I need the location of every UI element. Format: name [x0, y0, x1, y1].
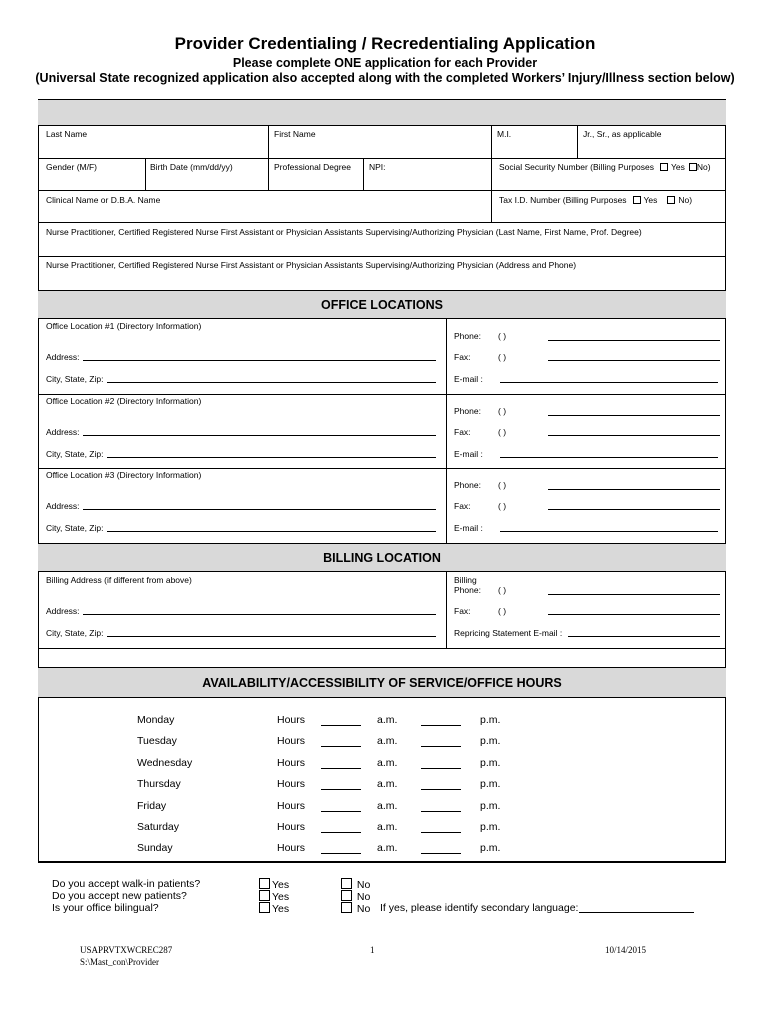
tax-yes-label: Yes — [643, 195, 658, 205]
saturday-close-input[interactable] — [421, 832, 461, 833]
col-divider — [446, 572, 447, 648]
billing-phone-label-2: Phone: — [454, 585, 481, 595]
form-frame — [38, 99, 726, 862]
page-title: Provider Credentialing / Recredentialing Application — [174, 34, 596, 53]
bilingual-no[interactable] — [341, 902, 370, 915]
walk-in-no-checkbox[interactable] — [341, 878, 352, 889]
office-1-fax-input[interactable] — [548, 360, 720, 361]
office-2-city-input[interactable] — [107, 457, 436, 458]
billing-phone-input[interactable] — [548, 594, 720, 595]
monday-close-input[interactable] — [421, 725, 461, 726]
repricing-email-input[interactable] — [568, 636, 720, 637]
supervising-physician-name-field[interactable]: Nurse Practitioner, Certified Registered Nurse First Assistant or Physician Assistants Supervising/Authorizing Physician (Last Name, First Name, Prof. Degree) — [46, 227, 642, 237]
walk-in-question: Do you accept walk-in patients? — [52, 878, 201, 890]
office-location-3-label: Office Location #3 (Directory Information) — [46, 470, 202, 480]
billing-fax-label: Fax: — [454, 606, 471, 616]
col-divider — [446, 319, 447, 543]
col-divider — [577, 126, 578, 158]
office-3-phone-input[interactable] — [548, 489, 720, 490]
last-name-field[interactable]: Last Name — [46, 129, 88, 139]
form-date: 10/14/2015 — [605, 945, 647, 955]
page-instructions: (Universal State recognized application also accepted along with the completed Workers’ Injury/Illness section below) — [35, 71, 735, 85]
am-label: a.m. — [377, 778, 398, 791]
am-label: a.m. — [377, 714, 398, 726]
walk-in-yes-checkbox[interactable] — [259, 878, 270, 889]
col-divider — [363, 158, 364, 190]
office-3-fax-input[interactable] — [548, 509, 720, 510]
pm-label: p.m. — [480, 714, 501, 726]
am-label: a.m. — [377, 842, 398, 855]
new-patients-question: Do you accept new patients? — [52, 890, 187, 902]
new-patients-no-checkbox[interactable] — [341, 890, 352, 901]
ssn-no-label: No) — [696, 162, 711, 172]
row-divider — [38, 222, 726, 223]
tax-no-label: No) — [678, 195, 693, 205]
form-code: USAPRVTXWCREC287 — [80, 945, 173, 955]
am-label: a.m. — [377, 799, 398, 812]
office-3-phone-area[interactable]: ( ) — [498, 480, 507, 490]
office-2-address-label: Address: — [46, 427, 80, 437]
office-3-address-input[interactable] — [83, 509, 436, 510]
hours-label: Hours — [277, 735, 306, 748]
wednesday-close-input[interactable] — [421, 768, 461, 769]
office-1-address-input[interactable] — [83, 360, 436, 361]
office-1-fax-label: Fax: — [454, 352, 471, 362]
col-divider — [491, 126, 492, 158]
tuesday-open-input[interactable] — [321, 746, 361, 747]
day-label-tuesday: Tuesday — [137, 735, 177, 748]
sunday-open-input[interactable] — [321, 853, 361, 854]
am-label: a.m. — [377, 735, 398, 748]
pm-label: p.m. — [480, 821, 501, 833]
pm-label: p.m. — [480, 735, 501, 748]
office-location-2-label: Office Location #2 (Directory Information) — [46, 396, 202, 406]
hours-label: Hours — [277, 714, 306, 726]
billing-address-label: Billing Address (if different from above) — [46, 575, 192, 585]
col-divider — [491, 190, 492, 222]
ssn-field[interactable] — [499, 162, 711, 172]
office-3-email-label: E-mail : — [454, 523, 483, 533]
office-3-address-label: Address: — [46, 501, 80, 511]
office-1-phone-input[interactable] — [548, 340, 720, 341]
bilingual-question: Is your office bilingual? — [52, 902, 159, 914]
row-divider — [38, 190, 726, 191]
billing-phone-label: Billing — [454, 575, 477, 585]
tuesday-close-input[interactable] — [421, 746, 461, 747]
yes-label: Yes — [272, 879, 290, 891]
wednesday-open-input[interactable] — [321, 768, 361, 769]
tax-yes-checkbox[interactable] — [633, 196, 641, 204]
bilingual-yes-checkbox[interactable] — [259, 902, 270, 913]
yes-label: Yes — [272, 903, 290, 915]
billing-location-header: BILLING LOCATION — [38, 543, 726, 572]
day-label-wednesday: Wednesday — [137, 756, 193, 769]
availability-header: AVAILABILITY/ACCESSIBILITY OF SERVICE/OFFICE HOURS — [38, 667, 726, 698]
col-divider — [268, 126, 269, 158]
office-2-fax-area[interactable]: ( ) — [498, 427, 507, 437]
hours-label: Hours — [277, 756, 306, 769]
pm-label: p.m. — [480, 778, 501, 791]
office-3-email-input[interactable] — [500, 531, 718, 532]
page-number: 1 — [370, 945, 375, 955]
friday-close-input[interactable] — [421, 811, 461, 812]
bilingual-yes[interactable] — [259, 902, 289, 915]
office-2-city-label: City, State, Zip: — [46, 449, 104, 459]
middle-initial-field[interactable]: M.I. — [497, 129, 512, 139]
ssn-label: Social Security Number (Billing Purposes — [499, 162, 654, 172]
no-label: No — [356, 903, 371, 915]
office-1-city-input[interactable] — [107, 382, 436, 383]
gender-field[interactable]: Gender (M/F) — [46, 162, 98, 172]
office-3-phone-label: Phone: — [454, 480, 481, 490]
hours-label: Hours — [277, 821, 306, 833]
day-label-saturday: Saturday — [137, 821, 180, 833]
office-2-phone-label: Phone: — [454, 406, 481, 416]
new-patients-yes-checkbox[interactable] — [259, 890, 270, 901]
office-2-email-input[interactable] — [500, 457, 718, 458]
billing-address-input[interactable] — [83, 614, 436, 615]
tax-id-label: Tax I.D. Number (Billing Purposes — [499, 195, 627, 205]
repricing-email-label: Repricing Statement E-mail : — [454, 628, 563, 638]
office-2-email-label: E-mail : — [454, 449, 483, 459]
bilingual-no-checkbox[interactable] — [341, 902, 352, 913]
am-label: a.m. — [377, 756, 398, 769]
ssn-yes-checkbox[interactable] — [660, 163, 668, 171]
file-path: S:\Mast_con\Provider — [80, 957, 159, 967]
secondary-language-label: If yes, please identify secondary language: — [380, 902, 579, 914]
no-label: No — [356, 879, 371, 891]
day-label-thursday: Thursday — [137, 778, 181, 791]
office-locations-header: OFFICE LOCATIONS — [38, 290, 726, 319]
office-2-fax-label: Fax: — [454, 427, 471, 437]
row-divider — [38, 862, 726, 863]
saturday-open-input[interactable] — [321, 832, 361, 833]
row-divider — [38, 394, 726, 395]
office-1-email-label: E-mail : — [454, 374, 483, 384]
office-1-address-label: Address: — [46, 352, 80, 362]
row-divider — [38, 468, 726, 469]
col-divider — [268, 158, 269, 190]
day-label-sunday: Sunday — [137, 842, 173, 855]
pm-label: p.m. — [480, 799, 501, 812]
no-label: No — [356, 891, 371, 903]
row-divider — [38, 648, 726, 649]
office-2-fax-input[interactable] — [548, 435, 720, 436]
day-label-monday: Monday — [137, 714, 175, 726]
npi-field[interactable]: NPI: — [369, 162, 386, 172]
supervising-physician-address-field[interactable]: Nurse Practitioner, Certified Registered Nurse First Assistant or Physician Assistants Supervising/Authorizing Physician (Address and Phone) — [46, 260, 577, 270]
professional-degree-field[interactable]: Professional Degree — [274, 162, 352, 172]
page-subtitle: Please complete ONE application for each Provider — [232, 56, 538, 70]
row-divider — [38, 256, 726, 257]
pm-label: p.m. — [480, 756, 501, 769]
thursday-close-input[interactable] — [421, 789, 461, 790]
sunday-close-input[interactable] — [421, 853, 461, 854]
office-location-1-label: Office Location #1 (Directory Information) — [46, 321, 202, 331]
office-3-city-label: City, State, Zip: — [46, 523, 104, 533]
billing-city-input[interactable] — [107, 636, 436, 637]
yes-label: Yes — [272, 891, 290, 903]
office-1-fax-area[interactable]: ( ) — [498, 352, 507, 362]
office-2-phone-input[interactable] — [548, 415, 720, 416]
clinical-name-field[interactable]: Clinical Name or D.B.A. Name — [46, 195, 161, 205]
hours-label: Hours — [277, 799, 306, 812]
tax-no-checkbox[interactable] — [667, 196, 675, 204]
day-label-friday: Friday — [137, 799, 167, 812]
ssn-yes-label: Yes — [670, 162, 685, 172]
row-divider — [38, 158, 726, 159]
billing-fax-area[interactable]: ( ) — [498, 606, 507, 616]
top-gray-band — [38, 99, 726, 126]
secondary-language-input[interactable] — [579, 912, 694, 913]
tax-id-field[interactable] — [499, 195, 692, 205]
hours-label: Hours — [277, 842, 306, 855]
pm-label: p.m. — [480, 842, 501, 855]
office-3-fax-label: Fax: — [454, 501, 471, 511]
billing-fax-input[interactable] — [548, 614, 720, 615]
office-1-phone-label: Phone: — [454, 331, 481, 341]
office-3-fax-area[interactable]: ( ) — [498, 501, 507, 511]
thursday-open-input[interactable] — [321, 789, 361, 790]
office-1-phone-area[interactable]: ( ) — [498, 331, 507, 341]
col-divider — [145, 158, 146, 190]
billing-phone-area[interactable]: ( ) — [498, 585, 507, 595]
office-1-city-label: City, State, Zip: — [46, 374, 104, 384]
office-2-address-input[interactable] — [83, 435, 436, 436]
col-divider — [491, 158, 492, 190]
office-1-email-input[interactable] — [500, 382, 718, 383]
suffix-field[interactable]: Jr., Sr., as applicable — [583, 129, 662, 139]
friday-open-input[interactable] — [321, 811, 361, 812]
monday-open-input[interactable] — [321, 725, 361, 726]
ssn-no-checkbox[interactable] — [689, 163, 697, 171]
billing-city-label: City, State, Zip: — [46, 628, 104, 638]
first-name-field[interactable]: First Name — [274, 129, 316, 139]
hours-label: Hours — [277, 778, 306, 791]
office-3-city-input[interactable] — [107, 531, 436, 532]
billing-address-label: Address: — [46, 606, 80, 616]
birth-date-field[interactable]: Birth Date (mm/dd/yy) — [150, 162, 233, 172]
office-2-phone-area[interactable]: ( ) — [498, 406, 507, 416]
am-label: a.m. — [377, 821, 398, 833]
